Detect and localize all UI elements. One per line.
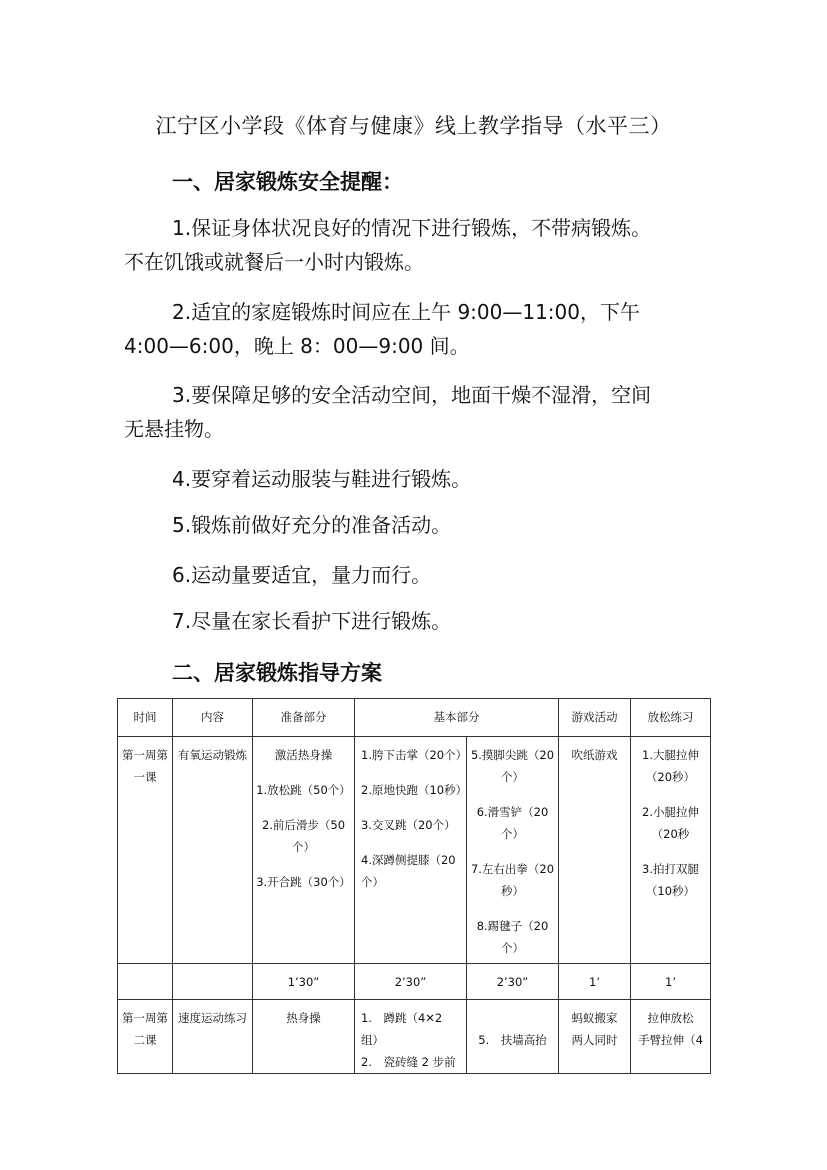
duration-prep: 1’30”	[253, 964, 355, 1000]
row2-game-item: 两人同时	[571, 1033, 618, 1047]
duration-relax: 1’	[631, 964, 711, 1000]
safety-item-1-line1: 1.保证身体状况良好的情况下进行锻炼，不带病锻炼。	[172, 216, 652, 240]
table-row	[118, 737, 711, 964]
safety-item-1	[124, 211, 709, 279]
row2-basic-item: 1. 蹲跳（4✕2 组）	[361, 1011, 443, 1047]
row1-basic-item: 1.胯下击掌（20个）	[361, 748, 468, 762]
section-heading-plan: 二、居家锻炼指导方案	[172, 661, 382, 685]
header-game: 游戏活动	[559, 699, 631, 737]
row1-basic-item: 7.左右出拳（20秒）	[470, 862, 555, 898]
safety-item-3-line2: 无悬挂物。	[124, 417, 224, 441]
row2-game	[559, 1000, 631, 1074]
row2-basic-item: 5. 扶墙高抬	[478, 1033, 547, 1047]
duration-basic-b: 2’30”	[467, 964, 559, 1000]
row1-prep-title: 激活热身操	[274, 748, 333, 762]
row2-basic-item	[470, 1007, 555, 1029]
safety-item-3	[124, 378, 709, 446]
safety-item-4-line1: 4.要穿着运动服装与鞋进行锻炼。	[172, 467, 472, 491]
row1-relax-item: 1.大腿拉伸（20秒）	[642, 748, 699, 784]
duration-content-empty	[173, 964, 253, 1000]
duration-game: 1’	[559, 964, 631, 1000]
row2-prep: 热身操	[253, 1000, 355, 1074]
row1-game: 吹纸游戏	[559, 737, 631, 964]
safety-item-5-line1: 5.锻炼前做好充分的准备活动。	[172, 513, 452, 537]
row2-game-item: 蚂蚁搬家	[571, 1011, 618, 1025]
header-prep: 准备部分	[253, 699, 355, 737]
safety-item-2-line2: 4:00—6:00，晚上 8：00—9:00 间。	[124, 334, 470, 358]
duration-basic-a: 2’30”	[355, 964, 467, 1000]
row1-prep-item: 3.开合跳（30个）	[256, 875, 351, 889]
row2-time: 第一周第二课	[118, 1000, 173, 1074]
row1-prep-item: 1.放松跳（50个）	[256, 783, 351, 797]
header-basic: 基本部分	[355, 699, 559, 737]
row1-time: 第一周第一课	[118, 737, 173, 964]
row1-prep-item: 2.前后滑步（50个）	[261, 818, 346, 854]
document-title: 江宁区小学段《体育与健康》线上教学指导（水平三）	[155, 114, 672, 138]
row2-basic-b	[467, 1000, 559, 1074]
row2-basic-item: 2. 瓷砖缝 2 步前	[361, 1055, 456, 1069]
row1-relax-item: 2.小腿拉伸（20秒	[642, 805, 699, 841]
row1-basic-item: 2.原地快跑（10秒）	[361, 783, 468, 797]
table-header-row	[118, 699, 711, 737]
row2-basic-a	[355, 1000, 467, 1074]
safety-item-6-line1: 6.运动量要适宜，量力而行。	[172, 563, 432, 587]
safety-item-1-line2: 不在饥饿或就餐后一小时内锻炼。	[124, 250, 424, 274]
safety-item-6	[124, 558, 709, 592]
row1-basic-item: 6.滑雪铲（20个）	[476, 805, 549, 841]
row2-relax-item: 拉伸放松	[647, 1011, 694, 1025]
safety-item-7-line1: 7.尽量在家长看护下进行锻炼。	[172, 609, 452, 633]
table-row-durations	[118, 964, 711, 1000]
row1-basic-item: 4.深蹲侧提膝（20个）	[361, 853, 456, 889]
row1-basic-item: 8.踢毽子（20个）	[476, 919, 549, 955]
row2-relax	[631, 1000, 711, 1074]
safety-item-7	[124, 604, 709, 638]
exercise-plan-table	[117, 698, 711, 1074]
row1-content: 有氧运动锻炼	[173, 737, 253, 964]
row1-relax-item: 3.拍打双腿（10秒）	[642, 862, 699, 898]
safety-item-2-line1: 2.适宜的家庭锻炼时间应在上午 9:00—11:00，下午	[172, 300, 640, 324]
row1-basic-item: 5.摸脚尖跳（20个）	[470, 748, 555, 784]
row1-prep	[253, 737, 355, 964]
row1-basic-a	[355, 737, 467, 964]
header-time: 时间	[118, 699, 173, 737]
safety-item-2	[124, 295, 709, 363]
header-content: 内容	[173, 699, 253, 737]
safety-item-4	[124, 462, 709, 496]
safety-item-3-line1: 3.要保障足够的安全活动空间，地面干燥不湿滑，空间	[172, 383, 652, 407]
section-heading-safety: 一、居家锻炼安全提醒：	[172, 170, 403, 194]
table-row	[118, 1000, 711, 1074]
row2-relax-item: 手臂拉伸（4	[638, 1033, 703, 1047]
safety-item-5	[124, 508, 709, 542]
row1-basic-b	[467, 737, 559, 964]
row1-basic-item: 3.交叉跳（20个）	[361, 818, 456, 832]
row2-content: 速度运动练习	[173, 1000, 253, 1074]
row1-relax	[631, 737, 711, 964]
header-relax: 放松练习	[631, 699, 711, 737]
duration-time-empty	[118, 964, 173, 1000]
